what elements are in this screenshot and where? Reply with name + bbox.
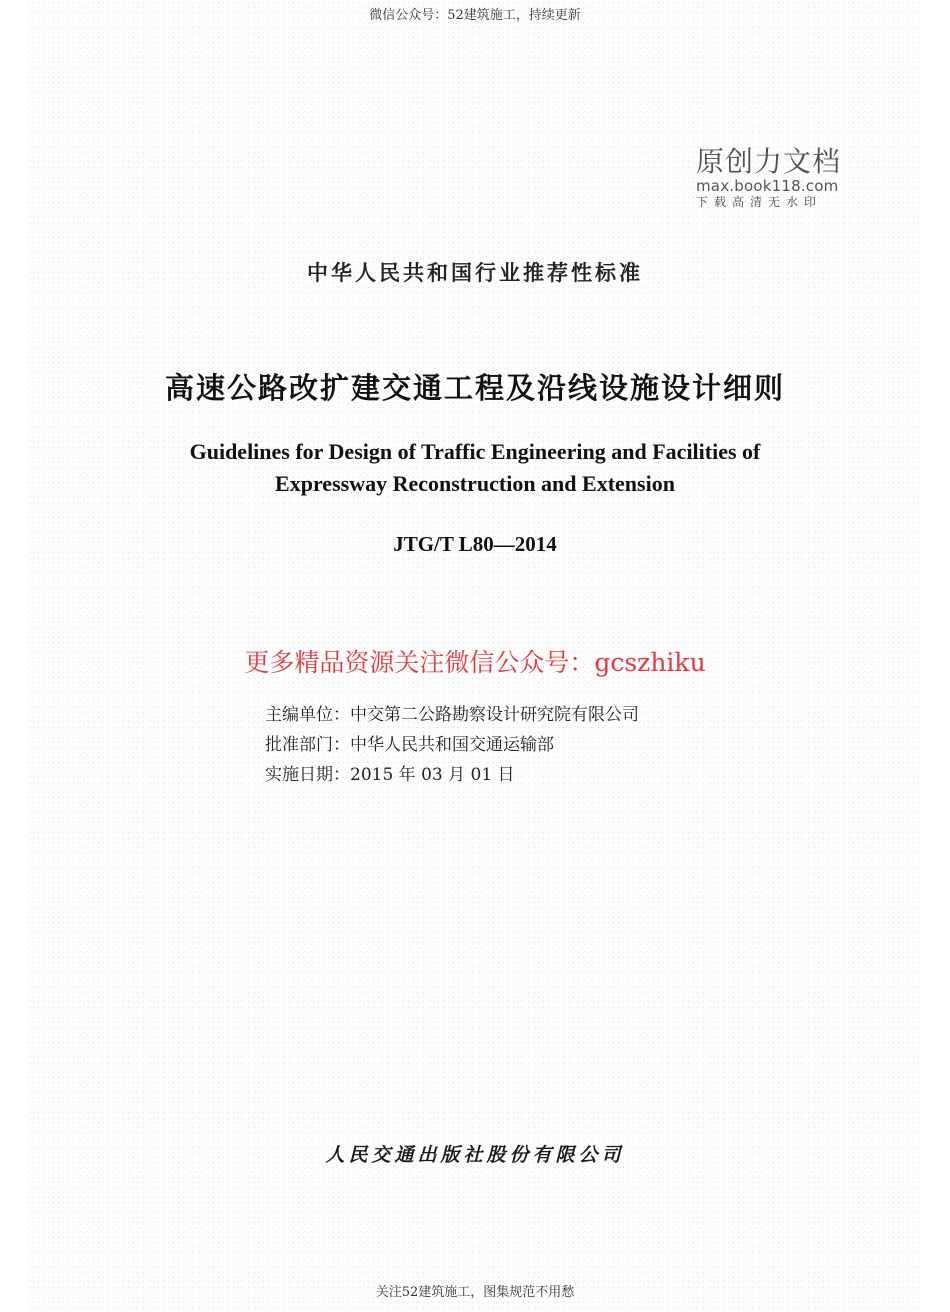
document-title-english	[0, 436, 950, 500]
watermark-logo	[696, 146, 852, 210]
info-value: 中华人民共和国交通运输部	[350, 735, 554, 755]
header-note: 微信公众号：52建筑施工，持续更新	[369, 8, 581, 23]
info-row-editor	[265, 700, 639, 730]
promo-text: 更多精品资源关注微信公众号：gcszhiku	[244, 648, 706, 677]
watermark-subtitle: 下载高清无水印	[696, 195, 823, 209]
standard-code: JTG/T L80—2014	[393, 532, 557, 556]
english-title-line-2: Expressway Reconstruction and Extension	[275, 471, 675, 496]
watermark-url: max.book118.com	[696, 177, 839, 195]
english-title-line-1: Guidelines for Design of Traffic Engineering and Facilities of	[189, 439, 761, 464]
info-label: 批准部门：	[265, 735, 350, 755]
footer-note: 关注52建筑施工，图集规范不用愁	[375, 1285, 575, 1300]
info-row-approver	[265, 730, 639, 760]
info-value: 2015 年 03 月 01 日	[350, 765, 515, 785]
document-info	[265, 700, 639, 790]
info-label: 实施日期：	[265, 765, 350, 785]
publisher-name: 人民交通出版社股份有限公司	[325, 1144, 625, 1166]
info-label: 主编单位：	[265, 705, 350, 725]
info-row-effective-date	[265, 760, 639, 790]
info-value: 中交第二公路勘察设计研究院有限公司	[350, 705, 639, 725]
document-title-chinese: 高速公路改扩建交通工程及沿线设施设计细则	[164, 371, 785, 405]
watermark-title: 原创力文档	[696, 145, 842, 178]
standard-category: 中华人民共和国行业推荐性标准	[307, 261, 643, 285]
